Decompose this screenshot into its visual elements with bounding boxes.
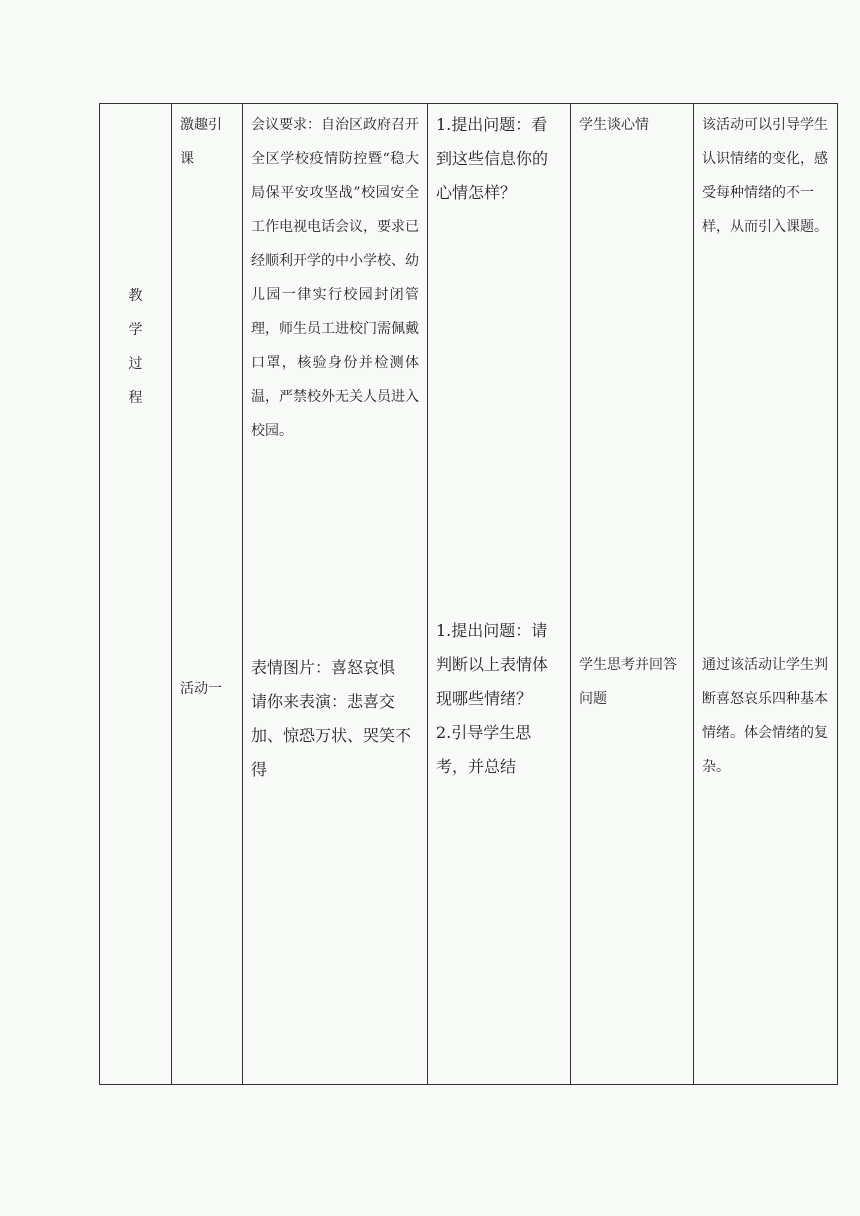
design-intent-cell [694,104,838,1085]
section-char: 学 [128,322,143,338]
lesson-plan-table [99,103,838,1085]
content-activity-one-line1: 表情图片：喜怒哀惧 [251,658,396,677]
section-label-teaching-process [100,279,171,415]
section-char: 程 [128,390,143,406]
teacher-activity-one-line2: 2.引导学生思考，并总结 [436,723,532,776]
section-char: 教 [128,288,143,304]
section-char: 过 [128,356,143,372]
content-intro: 会议要求：自治区政府召开全区学校疫情防控暨“稳大局保平安攻坚战”校园安全工作电视电话会议，要求已经顺利开学的中小学校、幼儿园一律实行校园封闭管理，师生员工进校门需佩戴口罩，核验身份并检测体温，严禁校外无关人员进入校园。 [251,117,419,439]
teacher-intro: 1.提出问题：看到这些信息你的心情怎样？ [436,115,549,202]
teacher-activity-one-line1: 1.提出问题：请判断以上表情体现哪些情绪？ [436,621,549,708]
section-label-cell [100,104,172,1085]
stage-intro: 激趣引课 [180,117,222,167]
teacher-activity-cell [428,104,571,1085]
student-activity-cell [571,104,694,1085]
intent-intro: 该活动可以引导学生认识情绪的变化，感受每种情绪的不一样，从而引入课题。 [702,117,828,235]
student-intro: 学生谈心情 [579,117,649,133]
content-cell [243,104,428,1085]
table-row [100,104,838,1085]
content-activity-one-line2: 请你来表演：悲喜交加、惊恐万状、哭笑不得 [251,692,412,779]
student-activity-one: 学生思考并回答问题 [579,657,677,707]
stage-activity-one: 活动一 [180,681,222,697]
stage-cell [172,104,243,1085]
intent-activity-one: 通过该活动让学生判断喜怒哀乐四种基本情绪。体会情绪的复杂。 [702,657,828,775]
